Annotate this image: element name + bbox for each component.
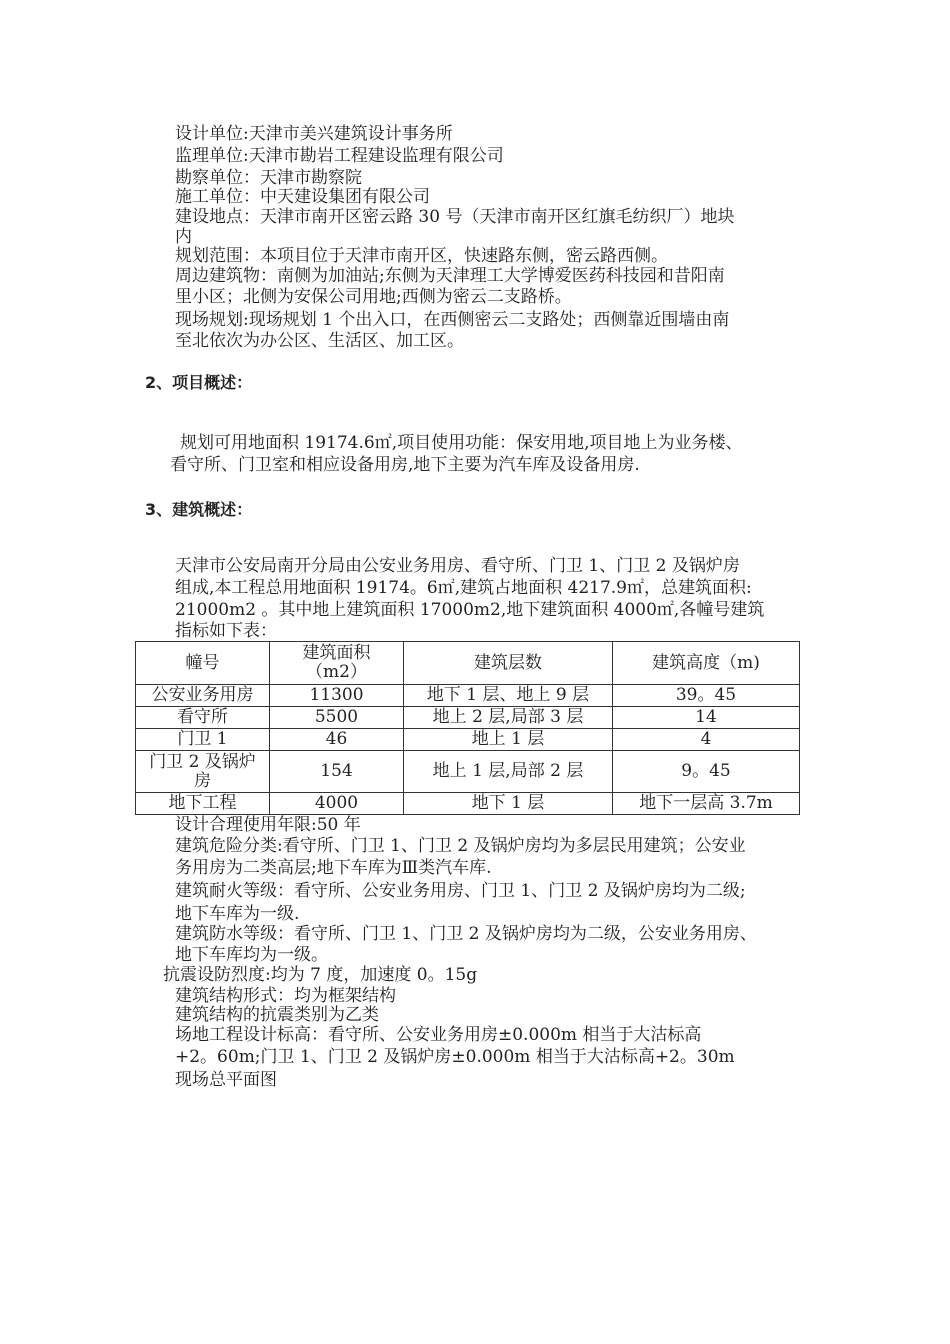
info-site-plan: 现场规划:现场规划 1 个出入口，在西侧密云二支路处；西侧靠近围墙由南: [175, 310, 730, 330]
structure-type: 建筑结构形式：均为框架结构: [175, 986, 396, 1006]
site-elevation-cont: +2。60m;门卫 1、门卫 2 及锅炉房±0.000m 相当于大沽标高+2。30m: [175, 1047, 735, 1067]
cell-floors: 地上 1 层,局部 2 层: [404, 751, 613, 793]
header-building-no: 幢号: [136, 642, 270, 685]
header-floor-area: 建筑面积 （m2）: [270, 642, 404, 685]
info-construction-unit: 施工单位：中天建设集团有限公司: [175, 187, 430, 207]
header-height: 建筑高度（m): [613, 642, 800, 685]
info-surroundings-cont: 里小区；北侧为安保公司用地;西侧为密云二支路桥。: [175, 287, 572, 307]
table-row: [136, 793, 800, 815]
section-2-line: 看守所、门卫室和相应设备用房,地下主要为汽车库及设备用房.: [170, 455, 640, 475]
section-2-line: 规划可用地面积 19174.6㎡,项目使用功能：保安用地,项目地上为业务楼、: [180, 433, 743, 453]
cell-height: 4: [613, 729, 800, 751]
hazard-class: 建筑危险分类:看守所、门卫 1、门卫 2 及锅炉房均为多层民用建筑；公安业: [175, 836, 746, 856]
cell-floors: 地上 2 层,局部 3 层: [404, 707, 613, 729]
cell-building: 门卫 2 及锅炉 房: [136, 751, 270, 793]
fire-resistance: 建筑耐火等级：看守所、公安业务用房、门卫 1、门卫 2 及锅炉房均为二级;: [175, 881, 746, 901]
table-header-row: [136, 642, 800, 685]
info-location: 建设地点：天津市南开区密云路 30 号（天津市南开区红旗毛纺织厂）地块: [175, 207, 735, 227]
cell-height: 39。45: [613, 685, 800, 707]
cell-height: 14: [613, 707, 800, 729]
info-site-plan-cont: 至北依次为办公区、生活区、加工区。: [175, 331, 464, 351]
table-row: [136, 729, 800, 751]
cell-building: 看守所: [136, 707, 270, 729]
building-indicator-table: [135, 641, 800, 815]
seismic-category: 建筑结构的抗震类别为乙类: [175, 1005, 379, 1025]
table-row: [136, 685, 800, 707]
cell-area: 46: [270, 729, 404, 751]
table-row: [136, 751, 800, 793]
table-row: [136, 707, 800, 729]
cell-building: 地下工程: [136, 793, 270, 815]
cell-area: 11300: [270, 685, 404, 707]
cell-area: 5500: [270, 707, 404, 729]
cell-height: 9。45: [613, 751, 800, 793]
section-3-heading: 3、建筑概述：: [145, 500, 253, 519]
waterproof-grade: 建筑防水等级：看守所、门卫 1、门卫 2 及锅炉房均为二级，公安业务用房、: [175, 924, 757, 944]
info-design-unit: 设计单位:天津市美兴建筑设计事务所: [175, 124, 453, 144]
waterproof-grade-cont: 地下车库均为一级。: [175, 945, 328, 965]
cell-area: 4000: [270, 793, 404, 815]
cell-area: 154: [270, 751, 404, 793]
fire-resistance-cont: 地下车库为一级.: [175, 904, 300, 924]
section-3-line: 天津市公安局南开分局由公安业务用房、看守所、门卫 1、门卫 2 及锅炉房: [175, 556, 740, 576]
cell-height: 地下一层高 3.7m: [613, 793, 800, 815]
info-location-cont: 内: [175, 227, 192, 247]
site-plan-title: 现场总平面图: [175, 1070, 277, 1090]
header-floors: 建筑层数: [404, 642, 613, 685]
section-3-line: 组成,本工程总用地面积 19174。6㎡,建筑占地面积 4217.9㎡，总建筑面积:: [175, 578, 752, 598]
cell-floors: 地下 1 层: [404, 793, 613, 815]
cell-floors: 地下 1 层、地上 9 层: [404, 685, 613, 707]
cell-building: 公安业务用房: [136, 685, 270, 707]
info-supervision-unit: 监理单位:天津市勘岩工程建设监理有限公司: [175, 146, 504, 166]
cell-building: 门卫 1: [136, 729, 270, 751]
info-planning-scope: 规划范围：本项目位于天津市南开区，快速路东侧，密云路西侧。: [175, 246, 668, 266]
info-surroundings: 周边建筑物：南侧为加油站;东侧为天津理工大学博爱医药科技园和昔阳南: [175, 266, 725, 286]
section-3-line: 指标如下表：: [175, 621, 277, 641]
site-elevation: 场地工程设计标高：看守所、公安业务用房±0.000m 相当于大沽标高: [175, 1025, 702, 1045]
cell-floors: 地上 1 层: [404, 729, 613, 751]
design-life: 设计合理使用年限:50 年: [175, 815, 361, 835]
section-3-line: 21000m2 。其中地上建筑面积 17000m2,地下建筑面积 4000㎡,各幢号建筑: [175, 600, 765, 620]
hazard-class-cont: 务用房为二类高层;地下车库为Ⅲ类汽车库.: [175, 858, 492, 878]
section-2-heading: 2、项目概述：: [145, 373, 253, 392]
info-survey-unit: 勘察单位：天津市勘察院: [175, 168, 362, 188]
seismic-intensity: 抗震设防烈度:均为 7 度，加速度 0。15g: [163, 965, 478, 985]
